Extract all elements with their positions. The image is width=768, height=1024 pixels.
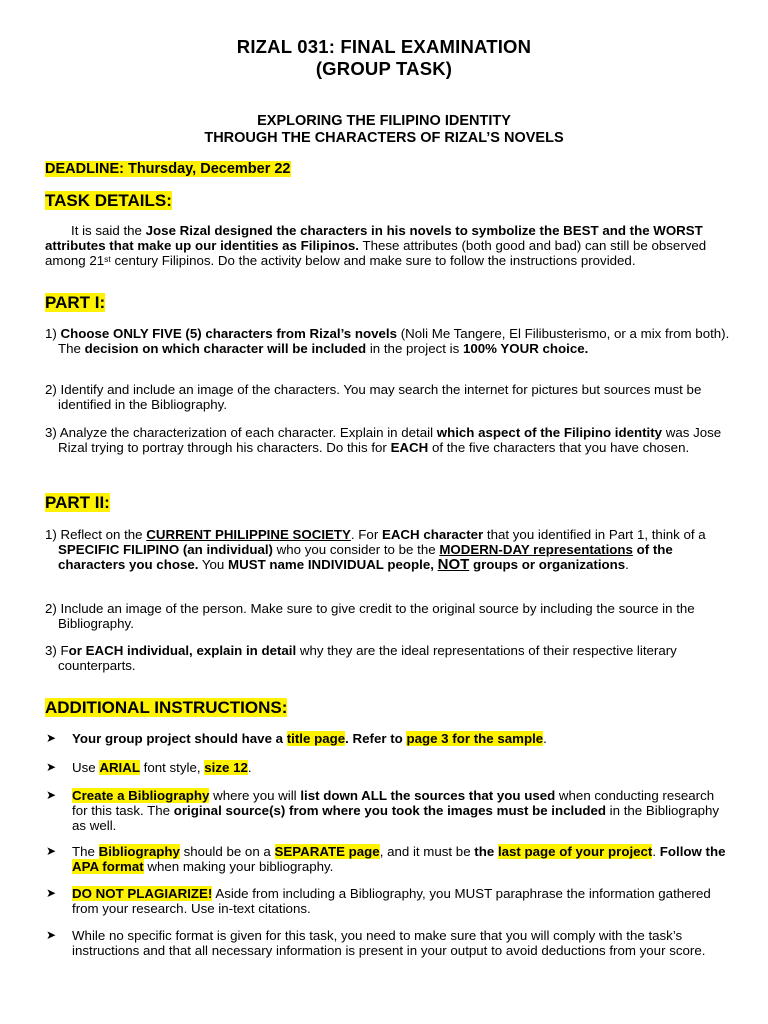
part2-item1: 1) Reflect on the CURRENT PHILIPPINE SOCIETY. For EACH character that you identified in Part 1, think of a SPECIFIC FILIPINO (an individual) who you consider to be the MODERN-DAY representations of the characters you chose. You MUST name INDIVIDUAL people, NOT groups or organizations. xyxy=(45,527,706,574)
bullet-separate-page: The Bibliography should be on a SEPARATE page, and it must be the last page of your project. Follow the APA format when making your bibliography. xyxy=(72,844,726,875)
task-details-paragraph: It is said the Jose Rizal designed the characters in his novels to symbolize the BEST and the WORST attributes that make up our identities as Filipinos. These attributes (both good and bad) can still be observed among 21st century Filipinos. Do the activity below and make sure to follow the instructions provided. xyxy=(45,223,707,269)
part2-item3: 3) For EACH individual, explain in detail why they are the ideal representations of their respective literary counterparts. xyxy=(45,643,677,674)
bullet-title-page: Your group project should have a title page. Refer to page 3 for the sample. xyxy=(72,731,547,746)
subtitle-line1: EXPLORING THE FILIPINO IDENTITY xyxy=(257,113,511,129)
subtitle-line2: THROUGH THE CHARACTERS OF RIZAL’S NOVELS xyxy=(204,130,564,146)
part2-item2: 2) Include an image of the person. Make sure to give credit to the original source by including the source in the Bibliography. xyxy=(45,601,695,632)
arrow-bullet-icon: ➤ xyxy=(46,731,57,745)
task-details-heading: TASK DETAILS: xyxy=(45,191,172,210)
deadline: DEADLINE: Thursday, December 22 xyxy=(45,161,291,177)
arrow-bullet-icon: ➤ xyxy=(46,760,57,774)
arrow-bullet-icon: ➤ xyxy=(46,928,57,942)
arrow-bullet-icon: ➤ xyxy=(46,844,57,858)
bullet-font-style: Use ARIAL font style, size 12. xyxy=(72,760,252,775)
part2-heading: PART II: xyxy=(45,493,110,512)
arrow-bullet-icon: ➤ xyxy=(46,886,57,900)
page-title-line1: RIZAL 031: FINAL EXAMINATION xyxy=(236,36,532,57)
part1-item3: 3) Analyze the characterization of each character. Explain in detail which aspect of the Filipino identity was Jose Rizal trying to portray through his characters. Do this for EACH of the five characters that you have chosen. xyxy=(45,425,722,456)
bullet-format: While no specific format is given for this task, you need to make sure that you will comply with the task’s instructions and that all necessary information is present in your output to avoid deductions from your score. xyxy=(72,928,706,959)
arrow-bullet-icon: ➤ xyxy=(46,788,57,802)
bullet-bibliography: Create a Bibliography where you will list down ALL the sources that you used when conducting research for this task. The original source(s) from where you took the images must be included in the Bibliography as well. xyxy=(72,788,720,834)
page-title-line2: (GROUP TASK) xyxy=(315,58,453,79)
additional-heading: ADDITIONAL INSTRUCTIONS: xyxy=(45,698,288,717)
part1-item1: 1) Choose ONLY FIVE (5) characters from Rizal’s novels (Noli Me Tangere, El Filibusterismo, or a mix from both). The decision on which character will be included in the project is 100% YOUR choice. xyxy=(45,326,730,357)
part1-heading: PART I: xyxy=(45,293,106,312)
part1-item2: 2) Identify and include an image of the characters. You may search the internet for pictures but sources must be identified in the Bibliography. xyxy=(45,382,702,413)
bullet-plagiarism: DO NOT PLAGIARIZE! Aside from including a Bibliography, you MUST paraphrase the information gathered from your research. Use in-text citations. xyxy=(72,886,711,917)
